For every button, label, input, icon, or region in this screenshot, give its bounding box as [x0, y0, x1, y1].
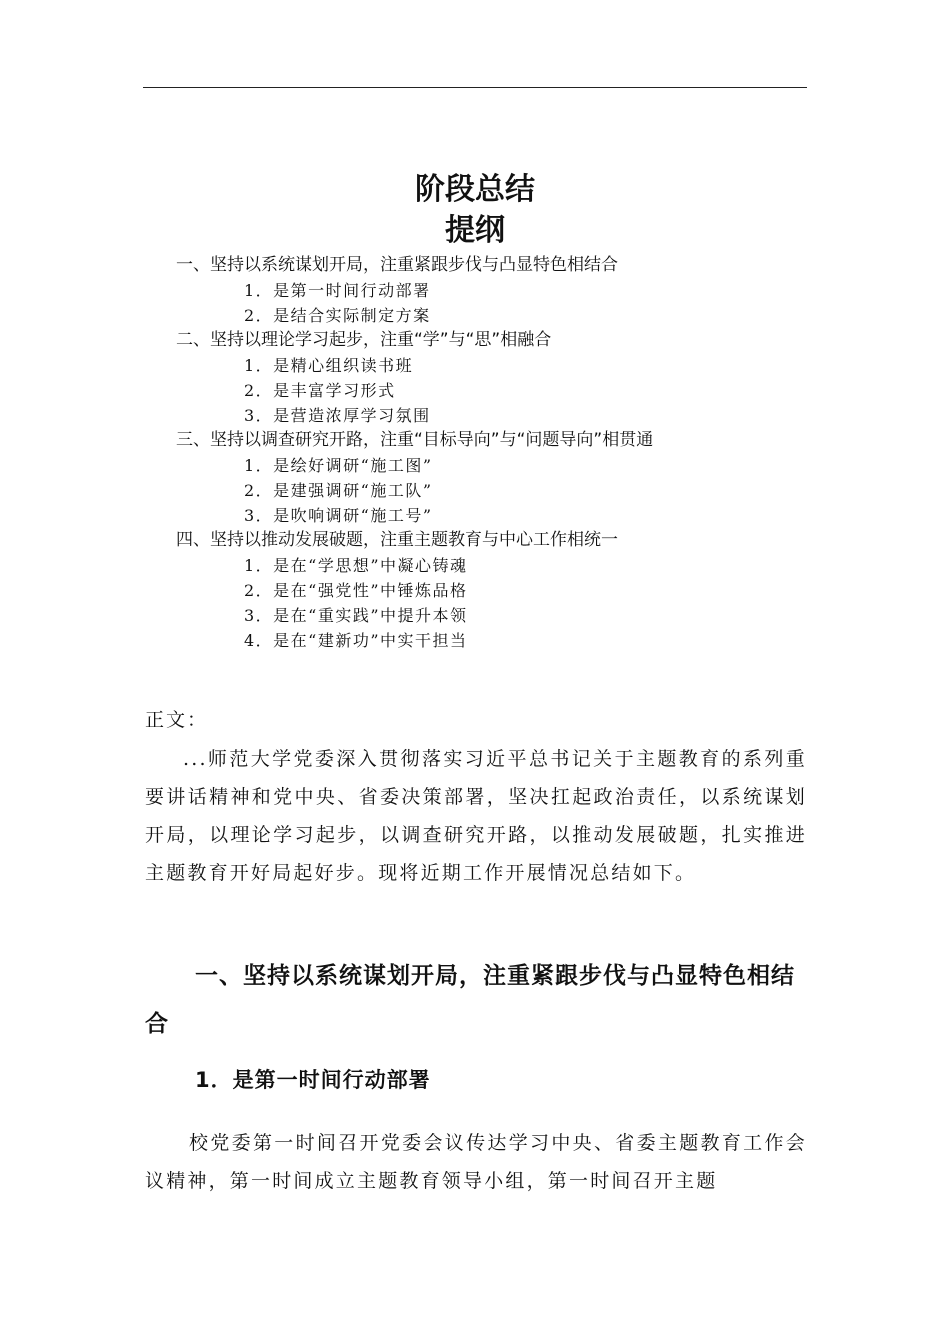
document-title: 阶段总结 — [415, 172, 535, 207]
body-label: 正文： — [145, 709, 209, 731]
outline-heading-2: 二、坚持以理论学习起步，注重“学”与“思”相融合 — [176, 330, 552, 350]
outline-item: 2．是丰富学习形式 — [244, 381, 396, 400]
outline-heading-3: 三、坚持以调查研究开路，注重“目标导向”与“问题导向”相贯通 — [176, 430, 654, 450]
outline-item: 1．是第一时间行动部署 — [244, 281, 431, 300]
section-heading: 一、坚持以系统谋划开局，注重紧跟步伐与凸显特色相结合 — [145, 963, 795, 1037]
outline-heading-4: 四、坚持以推动发展破题，注重主题教育与中心工作相统一 — [176, 530, 618, 550]
outline-item: 4．是在“建新功”中实干担当 — [244, 631, 468, 650]
outline-item: 1．是在“学思想”中凝心铸魂 — [244, 556, 468, 575]
outline-item: 1．是精心组织读书班 — [244, 356, 414, 375]
outline-item: 2．是在“强党性”中锤炼品格 — [244, 581, 468, 600]
outline-heading-1: 一、坚持以系统谋划开局，注重紧跟步伐与凸显特色相结合 — [176, 255, 618, 275]
body-paragraph: 校党委第一时间召开党委会议传达学习中央、省委主题教育工作会议精神，第一时间成立主题教育领导小组，第一时间召开主题 — [145, 1132, 807, 1192]
outline-item: 3．是在“重实践”中提升本领 — [244, 606, 468, 625]
outline-item: 2．是结合实际制定方案 — [244, 306, 431, 325]
document-subtitle: 提纲 — [445, 213, 505, 248]
subsection-heading: 1．是第一时间行动部署 — [195, 1068, 431, 1092]
header-rule — [143, 87, 807, 88]
intro-paragraph: ...师范大学党委深入贯彻落实习近平总书记关于主题教育的系列重要讲话精神和党中央、省委决策部署，坚决扛起政治责任，以系统谋划开局，以理论学习起步，以调查研究开路，以推动发展破题，扎实推进主题教育开好局起好步。现将近期工作开展情况总结如下。 — [145, 748, 807, 884]
outline-item: 2．是建强调研“施工队” — [244, 481, 433, 500]
outline-item: 3．是营造浓厚学习氛围 — [244, 406, 431, 425]
outline-item: 3．是吹响调研“施工号” — [244, 506, 433, 525]
outline-item: 1．是绘好调研“施工图” — [244, 456, 433, 475]
